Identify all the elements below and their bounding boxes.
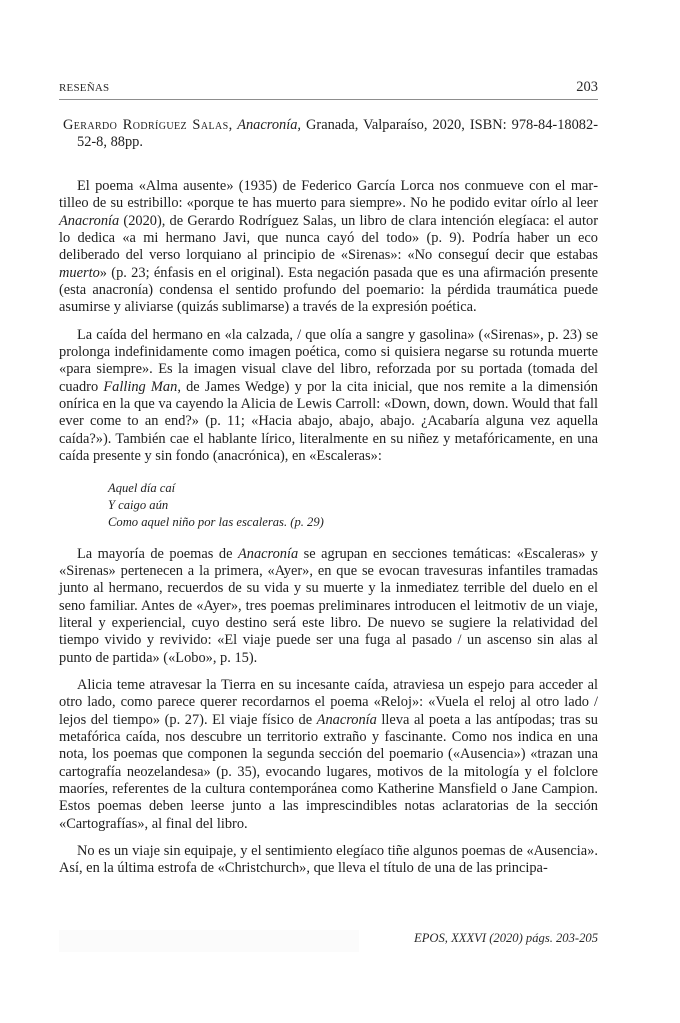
paragraph-5 bbox=[59, 843, 598, 878]
citation-separator: , bbox=[228, 117, 238, 133]
paragraph-1 bbox=[59, 178, 598, 317]
book-title: Anacronía, bbox=[237, 117, 302, 133]
italic-title: Anacronía bbox=[237, 545, 299, 562]
paragraph-text: (2020), de Gerardo Rodríguez Salas, un libro de clara intención elegíaca: el autor lo dedica «a mi hermano Javi, que nunca cayó del todo» (p. 9). Podría haber un eco deliberado del verso lorquiano al principio de «Sirenas»: «No conseguí decir que estabas bbox=[59, 212, 598, 264]
paragraph-text: La mayoría de poemas de bbox=[77, 545, 238, 562]
poem-line: Y caigo aún bbox=[108, 497, 169, 512]
paragraph-text: » (p. 23; énfasis en el original). Esta negación pasada que es una afirmación presente (esta anacronía) condensa el sentido profundo del poemario: la pérdida traumática puede asumirse y aliviarse (quizás sublimarse) a través de la expresión poética. bbox=[59, 264, 598, 316]
paragraph-3 bbox=[59, 546, 598, 667]
italic-emphasis: muerto bbox=[59, 264, 100, 281]
italic-title: Anacronía bbox=[316, 711, 377, 728]
section-title: RESEÑAS bbox=[59, 82, 110, 94]
poem-quote bbox=[108, 480, 598, 531]
italic-title: Anacronía bbox=[59, 212, 120, 229]
paragraph-2 bbox=[59, 327, 598, 466]
paragraph-text: lleva al poeta a las antípodas; tras su metafórica caída, nos descubre un territorio extraño y fascinante. Como nos indica en una nota, los poemas que componen la segunda sección del poemario («Ausencia») «trazan una cartografía neozelandesa» (p. 35), evocando lugares, motivos de la mitología y el folclore maoríes, referentes de la cultura contemporánea como Katherine Mansfield o Jane Campion. Estos poemas deben leerse junto a las imprescindibles notas aclaratorias de la sección «Cartografías», al final del libro. bbox=[59, 711, 598, 832]
italic-title: Falling Man bbox=[103, 378, 178, 395]
paragraph-text: , de James Wedge) y por la cita inicial, que nos remite a la dimensión onírica en la que va cayendo la Alicia de Lewis Carroll: «Down, down, down. Would that fall ever come to an end?» (p. 11; «Hacia abajo, abajo, abajo. ¿Acabaría alguna vez aquella caída?»). También cae el hablante lírico, literalmente en su niñez y metafóricamente, en una caída presente y sin fondo (anacrónica), en «Escaleras»: bbox=[59, 378, 598, 465]
page-number: 203 bbox=[576, 79, 598, 95]
poem-line: Aquel día caí bbox=[108, 480, 176, 495]
footer-band bbox=[59, 930, 359, 952]
paragraph-text: se agrupan en secciones temáticas: «Escaleras» y «Sirenas» pertenecen a la primera, «Ayer», en que se evocan travesuras infantiles tramadas junto al hermano, recuerdos de su vida y su muerte y la inmediatez terrible del duelo en el seno familiar. Antes de «Ayer», tres poemas preliminares introducen el leitmotiv de un viaje, literal y experiencial, cuyo destino será este libro. De nuevo se sugiere la relatividad del tiempo vivido y revivido: «El viaje puede ser una fuga al pasado / un ascenso sin alas al punto de partida» («Lobo», p. 15). bbox=[59, 545, 598, 666]
paragraph-text: El poema «Alma ausente» (1935) de Federico García Lorca nos conmueve con el martilleo de su estribillo: «porque te has muerto para siempre». No he podido evitar oírlo al leer bbox=[59, 178, 598, 212]
paragraph-text: Alicia teme atravesar la Tierra en su incesante caída, atraviesa un espejo para acceder al otro lado, como parece querer recordarnos el poema «Reloj»: «Vuela el reloj al otro lado / lejos del tiempo» (p. 27). El viaje físico de bbox=[59, 676, 598, 728]
poem-line: Como aquel niño por las escaleras. (p. 29) bbox=[108, 514, 324, 529]
paragraph-text: No es un viaje sin equipaje, y el sentimiento elegíaco tiñe algunos poemas de «Ausencia». Así, en la última estrofa de «Christchurch», que lleva el título de una de las principa- bbox=[59, 843, 598, 877]
review-body bbox=[59, 178, 598, 888]
book-citation bbox=[59, 117, 598, 152]
book-author: Gerardo Rodríguez Salas bbox=[63, 117, 229, 133]
journal-footer: EPOS, XXXVI (2020) págs. 203-205 bbox=[414, 931, 598, 945]
paragraph-text: La caída del hermano en «la calzada, / que olía a sangre y gasolina» («Sirenas», p. 23) se prolonga indefinidamente como imagen poética, como si quisiera negarse su rotunda muerte «para siempre». Es la imagen visual clave del libro, reforzada por su portada (tomada del cuadro bbox=[59, 326, 598, 395]
running-head bbox=[59, 79, 598, 100]
citation-details: Granada, Valparaíso, 2020, ISBN: 978-84-18082-52-8, 88pp. bbox=[77, 117, 598, 151]
paragraph-4 bbox=[59, 677, 598, 833]
